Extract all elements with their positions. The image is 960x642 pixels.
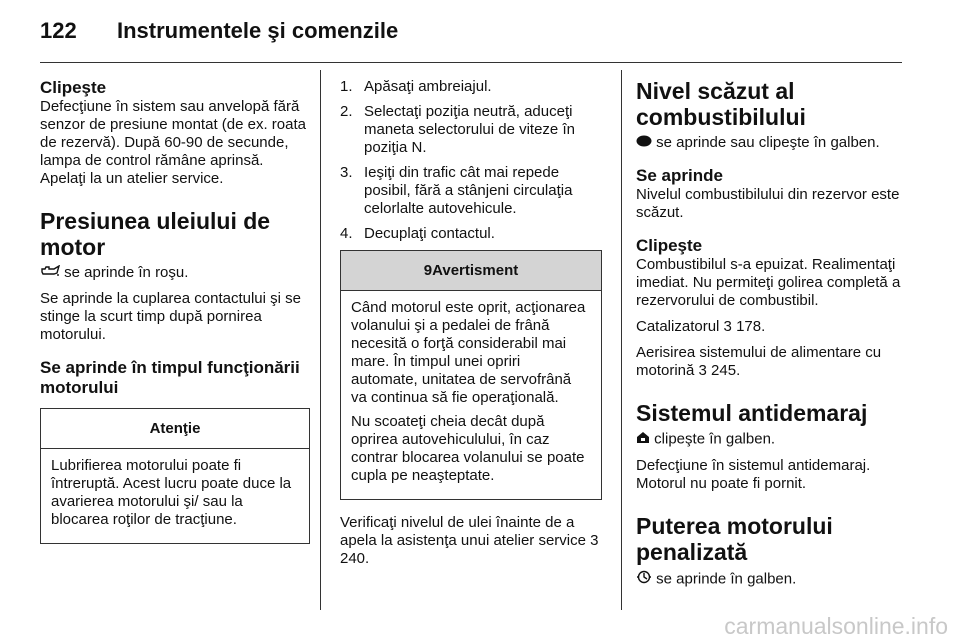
clipeste-heading: Clipeşte: [40, 78, 107, 97]
list-item: 3. Ieşiţi din trafic cât mai repede posibil, fără a stânjeni circulaţia celorlalte autovehicule.: [340, 164, 573, 217]
page-ref: 240.: [340, 550, 370, 567]
immobiliser-heading: Sistemul antidemaraj: [636, 400, 868, 427]
engine-power-icon: [636, 569, 652, 590]
caution-text: Lubrifierea motorului poate fi întreruptă. Acest lucru poate duce la avarierea motorului şi/ sau la blocarea roţilor de tracţiune.: [51, 457, 292, 529]
page-ref-arrow-icon: 3: [698, 362, 707, 380]
list-item: 2. Selectaţi poziţia neutră, aduceţi maneta selectorului de viteze în poziţia N.: [340, 103, 575, 156]
fuel-icon-line: se aprinde sau clipeşte în galben.: [636, 134, 911, 152]
warning-text-1: Când motorul este oprit, acţionarea volanului şi a pedalei de frână necesită o forţă considerabil mai mare. În timpul unei opriri automate, unitatea de servofrână va continua să fie operaţională.: [351, 299, 586, 406]
immobiliser-icon-line: clipeşte în galben.: [636, 430, 911, 449]
list-item: 1. Apăsaţi ambreiajul.: [340, 78, 492, 95]
page-title: Instrumentele şi comenzile: [117, 18, 399, 43]
bleed-ref: Aerisirea sistemului de alimentare cu motorină 3 245.: [636, 344, 882, 380]
fuel-indicator-icon: [636, 134, 652, 152]
warning-text-2: Nu scoateţi cheia decât după oprirea autovehiculului, în caz contrar blocarea volanului se poate cupla pe neaşteptate.: [351, 413, 585, 484]
steps-list: [340, 78, 602, 243]
power-reduced-heading: Puterea motorului penalizată: [636, 513, 833, 566]
column-divider-1: [320, 70, 321, 610]
car-key-icon: [636, 430, 650, 449]
catalyst-ref: Catalizatorul 3 178.: [636, 318, 766, 336]
warning-header: [341, 251, 601, 291]
immobiliser-text: Defecţiune în sistemul antidemaraj. Motorul nu poate fi pornit.: [636, 457, 871, 493]
fuel-low-heading: Nivel scăzut al combustibilului: [636, 78, 806, 130]
clipeste-text: Defecţiune în sistem sau anvelopă fără senzor de presiune montat (de ex. roata de rezervă). După 60-90 de secunde, lampa de control rămâne aprinsă. Apelaţi la un atelier service.: [40, 98, 306, 187]
caution-box: [40, 408, 310, 544]
check-oil-text: Verificaţi nivelul de ulei înainte de a apela la asistenţa unui atelier service 3 240.: [340, 514, 599, 567]
page-number: 122: [40, 18, 77, 43]
fuel-blink-text: Combustibilul s-a epuizat. Realimentaţi imediat. Nu permiteţi golirea completă a rezervorului de combustibil.: [636, 256, 901, 310]
warning-triangle-icon: 9: [423, 262, 433, 279]
oil-pressure-icon-line: [40, 264, 310, 282]
fuel-on-heading: Se aprinde: [636, 166, 723, 186]
page-ref-arrow-icon: 3: [590, 532, 599, 549]
fuel-blink-heading: Clipeşte: [636, 236, 703, 256]
header-divider: [40, 62, 902, 63]
oil-pressure-icon-text: se aprinde în roşu.: [64, 264, 189, 281]
power-icon-line: se aprinde în galben.: [636, 569, 911, 590]
column-right: [636, 78, 911, 598]
list-item: 4. Decuplaţi contactul.: [340, 225, 495, 242]
oil-can-icon: [40, 264, 60, 282]
fuel-on-text: Nivelul combustibilului din rezervor este scăzut.: [636, 186, 900, 222]
caution-title: Atenţie: [41, 409, 309, 449]
warning-box: [340, 250, 602, 500]
oil-pressure-text: Se aprinde la cuplarea contactului şi se stinge la scurt timp după pornirea motorului.: [40, 290, 301, 344]
oil-pressure-heading: Presiunea uleiului de motor: [40, 208, 271, 260]
column-middle: [340, 78, 602, 576]
warning-title: Avertisment: [432, 262, 519, 279]
page-ref-arrow-icon: 3: [723, 318, 732, 336]
watermark: carmanualsonline.info: [724, 613, 948, 639]
running-heading: Se aprinde în timpul funcţionării motorului: [40, 358, 300, 398]
column-left: [40, 78, 310, 544]
column-divider-2: [621, 70, 622, 610]
